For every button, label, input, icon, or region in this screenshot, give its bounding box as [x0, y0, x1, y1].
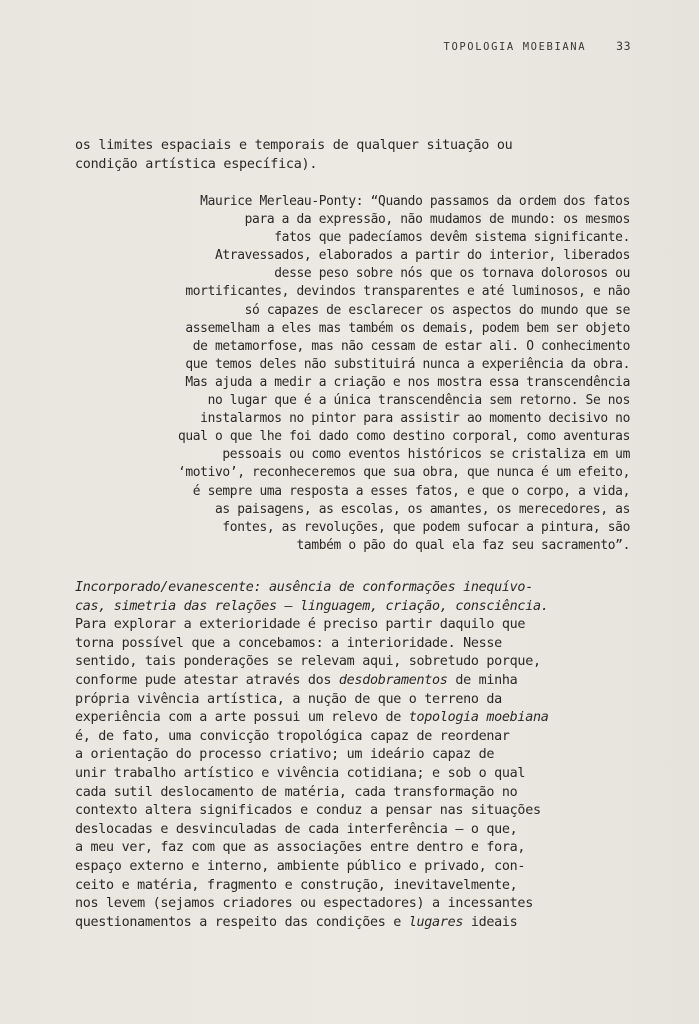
body-line — [75, 802, 548, 821]
quote-line: as paisagens, as escolas, os amantes, os merecedores, as — [214, 501, 630, 517]
quote-line: desse peso sobre nós que os tornava dolorosos ou — [274, 266, 630, 282]
body-line — [75, 728, 548, 747]
body-line — [75, 784, 548, 803]
body-line — [75, 709, 548, 728]
intro-line: os limites espaciais e temporais de qualquer situação ou — [75, 138, 513, 153]
text-segment: própria vivência artística, a nução de que o terreno da — [75, 691, 502, 707]
body-line — [75, 895, 548, 914]
text-segment: deslocadas e desvinculadas de cada interferência – o que, — [75, 821, 518, 837]
body-line — [75, 616, 548, 635]
text-segment: questionamentos a respeito das condições e — [75, 914, 409, 930]
quote-line: fontes, as revoluções, que podem sufocar a pintura, são — [222, 519, 630, 535]
body-line — [75, 579, 548, 598]
quote-line: qual o que lhe foi dado como destino corporal, como aventuras — [177, 429, 630, 445]
text-segment: a orientação do processo criativo; um ideário capaz de — [75, 747, 495, 763]
body-line — [75, 672, 548, 691]
text-segment: a meu ver, faz com que as associações entre dentro e fora, — [75, 840, 526, 856]
intro-line: condição artística específica). — [75, 156, 318, 172]
body-line — [75, 821, 548, 840]
quote-line: é sempre uma resposta a esses fatos, e que o corpo, a vida, — [192, 483, 630, 499]
running-header — [444, 39, 631, 53]
italic-text: cas, simetria das relações – linguagem, criação, consciência. — [75, 598, 549, 614]
quote-line: que temos deles não substituirá nunca a experiência da obra. — [185, 356, 630, 372]
italic-text: desdobramentos — [338, 672, 448, 688]
intro-paragraph — [75, 137, 512, 174]
running-title: TOPOLOGIA MOEBIANA — [443, 41, 587, 53]
text-segment: conforme pude atestar através dos — [75, 672, 339, 688]
text-segment: é, de fato, uma convicção tropológica capaz de reordenar — [75, 728, 510, 744]
text-segment: de minha — [447, 672, 518, 688]
quote-line: também o pão do qual ela faz seu sacramento”. — [296, 537, 630, 553]
quote-line: assemelham a eles mas também os demais, podem bem ser objeto — [185, 320, 630, 336]
quote-line: instalarmos no pintor para assistir ao momento decisivo no — [200, 411, 630, 427]
body-line — [75, 691, 548, 710]
body-line — [75, 858, 548, 877]
quote-line: ‘motivo’, reconheceremos que sua obra, que nunca é um efeito, — [177, 465, 630, 481]
body-line — [75, 746, 548, 765]
page-number: 33 — [616, 39, 631, 53]
quote-line: Maurice Merleau-Ponty: “Quando passamos da ordem dos fatos — [200, 194, 630, 209]
body-line — [75, 914, 548, 933]
quote-line: no lugar que é a única transcendência sem retorno. Se nos — [207, 393, 630, 409]
text-segment: experiência com a arte possui um relevo de — [75, 710, 409, 726]
quote-line: de metamorfose, mas não cessam de estar ali. O conhecimento — [192, 338, 630, 354]
text-segment: ceito e matéria, fragmento e construção, inevitavelmente, — [75, 877, 518, 893]
text-segment: torna possível que a concebamos: a interioridade. Nesse — [75, 635, 502, 651]
body-line — [75, 635, 548, 654]
italic-text: topologia moebiana — [408, 710, 549, 726]
block-quote — [178, 193, 630, 555]
body-paragraph — [75, 579, 548, 932]
body-line — [75, 877, 548, 896]
body-line — [75, 839, 548, 858]
body-line — [75, 765, 548, 784]
quote-line: mortificantes, devindos transparentes e até luminosos, e não — [185, 284, 630, 300]
text-segment: Para explorar a exterioridade é preciso partir daquilo que — [75, 617, 526, 633]
quote-line: Atravessados, elaborados a partir do interior, liberados — [214, 248, 630, 264]
text-segment: contexto altera significados e conduz a pensar nas situações — [75, 803, 541, 819]
quote-line: Mas ajuda a medir a criação e nos mostra essa transcendência — [185, 374, 630, 390]
text-segment: ideais — [463, 914, 518, 930]
quote-line: fatos que padecíamos devêm sistema significante. — [274, 230, 630, 246]
text-segment: nos levem (sejamos criadores ou espectadores) a incessantes — [75, 896, 533, 912]
body-line — [75, 598, 548, 617]
text-segment: cada sutil deslocamento de matéria, cada transformação no — [75, 784, 518, 800]
quote-line: só capazes de esclarecer os aspectos do mundo que se — [244, 302, 630, 318]
text-segment: espaço externo e interno, ambiente público e privado, con- — [75, 858, 526, 874]
italic-text: lugares — [408, 914, 464, 930]
italic-text: Incorporado/evanescente: ausência de conformações inequívo- — [75, 580, 533, 595]
text-segment: unir trabalho artístico e vivência cotidiana; e sob o qual — [75, 765, 526, 781]
quote-line: pessoais ou como eventos históricos se cristaliza em um — [222, 447, 630, 463]
text-segment: sentido, tais ponderações se relevam aqui, sobretudo porque, — [75, 654, 541, 670]
body-line — [75, 653, 548, 672]
quote-line: para a da expressão, não mudamos de mundo: os mesmos — [244, 212, 630, 228]
